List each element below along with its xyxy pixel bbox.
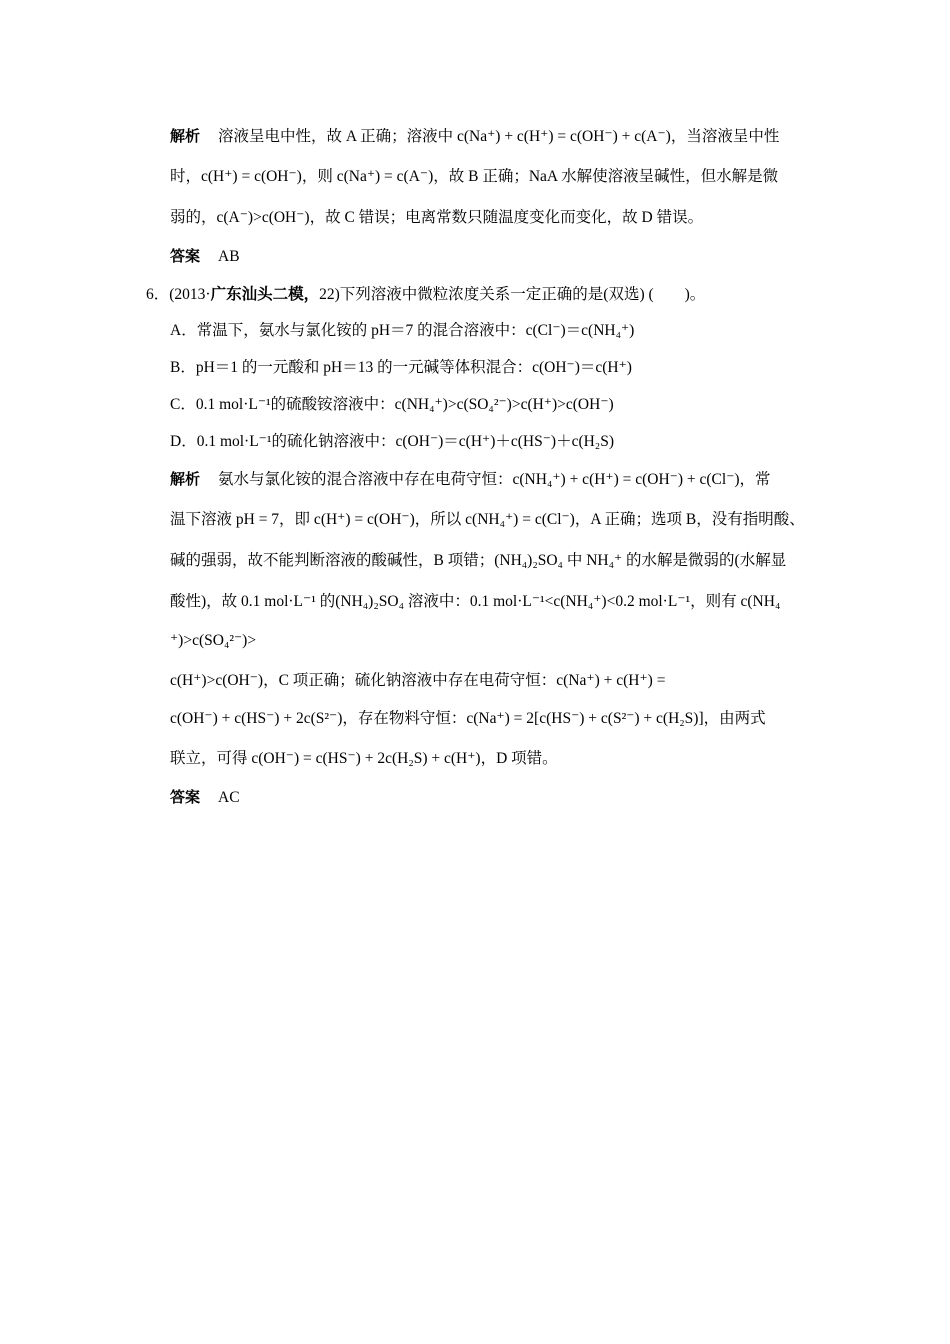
explanation-text: c(OH⁻) + c(HS⁻) + 2c(S²⁻)，存在物料守恒：c(Na⁺) = 2[c(HS⁻) + c(S²⁻) + c(H₂S)]，由两式: [170, 710, 766, 727]
explanation-6-line-1: [170, 468, 771, 491]
explanation-text: 氨水与氯化铵的混合溶液中存在电荷守恒：c(NH₄⁺) + c(H⁺) = c(OH⁻) + c(Cl⁻)，常: [218, 471, 771, 488]
question-stem-text: 下列溶液中微粒浓度关系一定正确的是(双选) ( )。: [339, 286, 706, 303]
option-text: A．常温下，氨水与氯化铵的 pH＝7 的混合溶液中：c(Cl⁻)＝c(NH₄⁺): [170, 322, 635, 339]
question-number: 6．: [146, 286, 170, 303]
option-text: C．0.1 mol·L⁻¹的硫酸铵溶液中：c(NH₄⁺)>c(SO₄²⁻)>c(H⁺)>c(OH⁻): [170, 396, 614, 413]
explanation-6-line-2: [170, 509, 805, 531]
option-text: D．0.1 mol·L⁻¹的硫化钠溶液中：c(OH⁻)＝c(H⁺)＋c(HS⁻)＋c(H₂S): [170, 433, 614, 450]
question-source-close: 22): [319, 286, 340, 303]
explanation-6-line-4: [170, 591, 780, 613]
explanation-text: 联立，可得 c(OH⁻) = c(HS⁻) + 2c(H₂S) + c(H⁺)，D 项错。: [170, 750, 558, 767]
answer-6: [170, 786, 240, 809]
explanation-text: 弱的，c(A⁻)>c(OH⁻)，故 C 错误；电离常数只随温度变化而变化，故 D 错误。: [170, 209, 704, 226]
option-c: [170, 394, 614, 416]
question-source-name: 广东汕头二模，: [210, 285, 320, 303]
explanation-6-line-8: [170, 748, 558, 770]
explanation-text: 时，c(H⁺) = c(OH⁻)，则 c(Na⁺) = c(A⁻)，故 B 正确；NaA 水解使溶液呈碱性，但水解是微: [170, 168, 779, 185]
explanation-label: 解析: [170, 127, 201, 145]
answer-5: [170, 245, 240, 268]
question-6-stem: [146, 283, 705, 306]
option-b: [170, 357, 632, 379]
option-d: [170, 431, 614, 453]
explanation-6-line-5: [170, 630, 256, 652]
explanation-text: 碱的强弱，故不能判断溶液的酸碱性，B 项错；(NH₄)₂SO₄ 中 NH₄⁺ 的水解是微弱的(水解显: [170, 552, 787, 569]
option-a: [170, 320, 634, 342]
explanation-text: ⁺)>c(SO₄²⁻)>: [170, 632, 257, 649]
explanation-5-line-2: [170, 166, 778, 188]
answer-value: AB: [218, 248, 240, 265]
explanation-text: 酸性)，故 0.1 mol·L⁻¹ 的(NH₄)₂SO₄ 溶液中：0.1 mol·L⁻¹<c(NH₄⁺)<0.2 mol·L⁻¹，则有 c(NH₄: [170, 593, 781, 610]
explanation-text: 温下溶液 pH = 7，即 c(H⁺) = c(OH⁻)，所以 c(NH₄⁺) = c(Cl⁻)，A 正确；选项 B，没有指明酸、: [170, 511, 805, 528]
explanation-text: c(H⁺)>c(OH⁻)，C 项正确；硫化钠溶液中存在电荷守恒：c(Na⁺) + c(H⁺) =: [170, 672, 666, 689]
explanation-label: 解析: [170, 470, 201, 488]
question-source-open: (2013·: [169, 286, 211, 303]
answer-label: 答案: [170, 247, 201, 265]
explanation-text: 溶液呈电中性，故 A 正确；溶液中 c(Na⁺) + c(H⁺) = c(OH⁻) + c(A⁻)，当溶液呈中性: [218, 128, 780, 145]
explanation-6-line-7: [170, 708, 766, 730]
explanation-5-line-3: [170, 207, 703, 229]
explanation-5-line-1: [170, 125, 779, 148]
answer-label: 答案: [170, 788, 201, 806]
explanation-6-line-6: [170, 670, 665, 692]
answer-value: AC: [218, 789, 240, 806]
explanation-6-line-3: [170, 550, 786, 572]
option-text: B．pH＝1 的一元酸和 pH＝13 的一元碱等体积混合：c(OH⁻)＝c(H⁺): [170, 359, 632, 376]
